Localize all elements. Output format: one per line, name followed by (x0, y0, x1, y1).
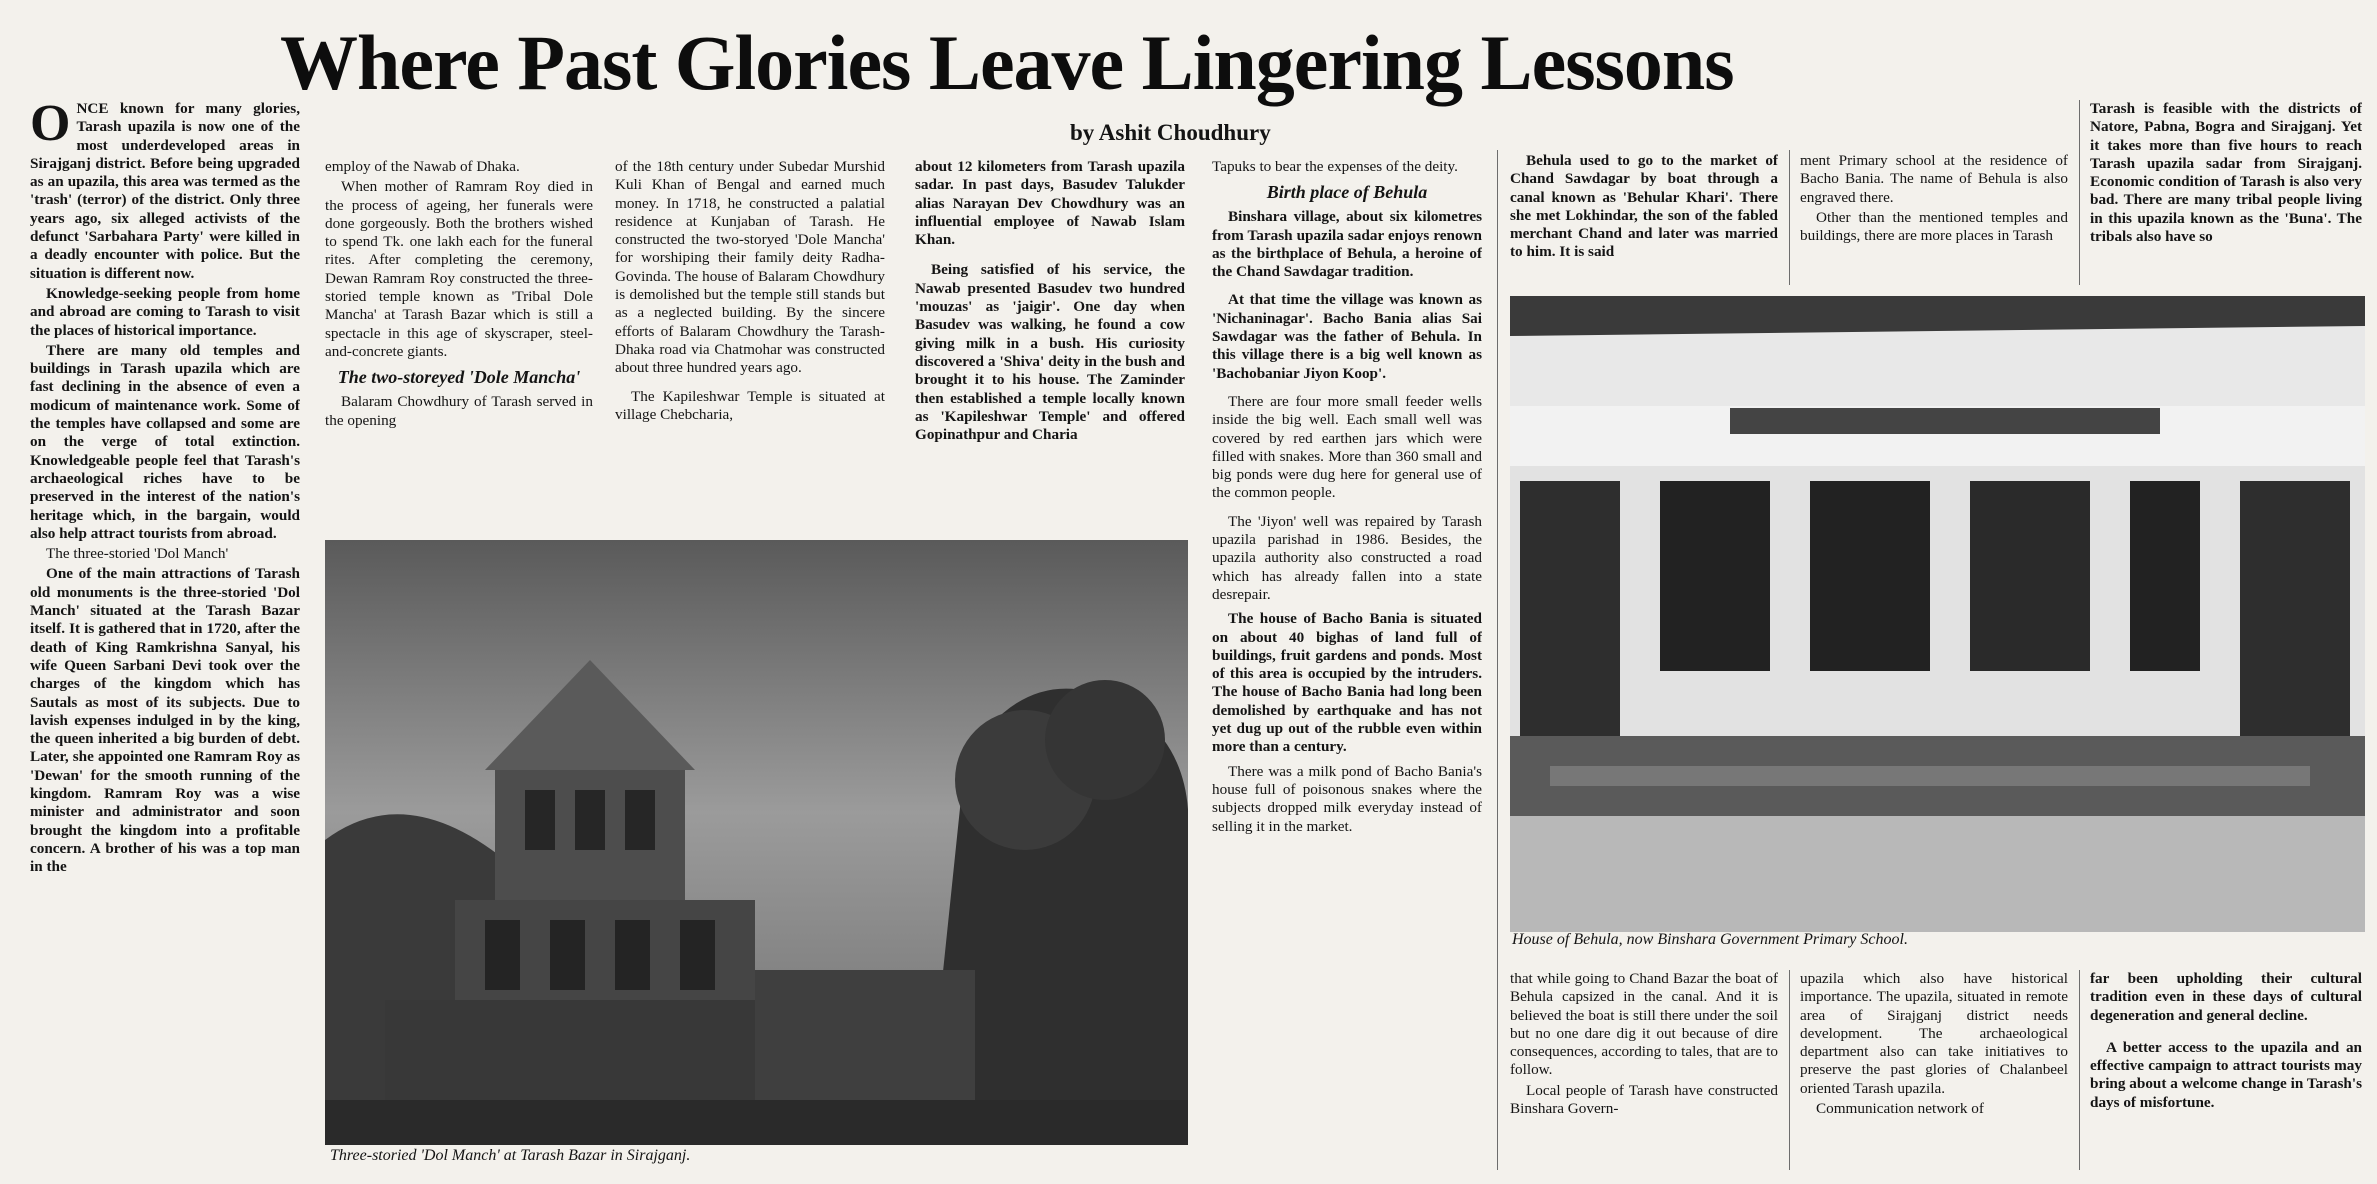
column-3 (615, 158, 885, 528)
column-5-paragraph-5: The 'Jiyon' well was repaired by Tarash upazila parishad in 1986. Besides, the upazila authority also constructed a road which has already fallen into a state desrepair. (1212, 512, 1482, 603)
column-8-paragraph-3: A better access to the upazila and an effective campaign to attract tourists may bring about a welcome change in Tarash's days of misfortune. (2090, 1038, 2362, 1111)
column-7-paragraph-2: Other than the mentioned temples and buildings, there are more places in Tarash (1800, 208, 2068, 245)
column-5-paragraph-6: The house of Bacho Bania is situated on about 40 bighas of land full of buildings, fruit gardens and ponds. Most of this area is occupied by the intruders. The house of Bacho Bania had long been demolished by earthquake and has not yet dug up out of the rubble even within more than a century. (1212, 610, 1482, 756)
column-7-bottom (1800, 970, 2068, 1170)
temple-photo-caption: Three-storied 'Dol Manch' at Tarash Bazar in Sirajganj. (330, 1147, 691, 1164)
column-4-paragraph-2: Being satisfied of his service, the Nawab presented Basudev two hundred 'mouzas' as 'jaigir'. One day when Basudev was walking, he found a cow giving milk in a bush. His curiosity discovered a 'Shiva' deity in the bush and brought it to his house. The Zaminder then established a temple locally known as 'Kapileshwar Temple' and offered Gopinathpur and Charia (915, 261, 1185, 444)
column-8-paragraph-1: Tarash is feasible with the districts of Natore, Pabna, Bogra and Sirajganj. Yet it takes more than five hours to reach Tarash upazila sadar from Sirajganj. Economic condition of Tarash is also very bad. There are many tribal people living in this upazila known as the 'Buna'. The tribals also have so (2090, 100, 2362, 246)
school-photo-caption: House of Behula, now Binshara Government Primary School. (1512, 931, 1908, 948)
column-1-paragraph-3: There are many old temples and buildings in Tarash upazila which are fast declining in the absence of even a modicum of maintenance work. Some of the temples have collapsed and some are on the verge of total extinction. Knowledgeable people feel that Tarash's archaeological riches have to be preserved in the interest of the nation's heritage which, in the bargain, would also help attract tourists from abroad. (30, 341, 300, 542)
column-rule (1789, 970, 1790, 1170)
column-2-paragraph-1: employ of the Nawab of Dhaka. (325, 158, 520, 175)
column-6-bottom (1510, 970, 1778, 1170)
column-5-paragraph-2: Binshara village, about six kilometres from Tarash upazila sadar enjoys renown as the birthplace of Behula, a heroine of the Chand Sawdagar tradition. (1212, 208, 1482, 281)
column-7-paragraph-4: Communication network of (1816, 1100, 1984, 1118)
temple-illustration (325, 540, 1188, 1145)
column-5-paragraph-7: There was a milk pond of Bacho Bania's house full of poisonous snakes where the subjects dropped milk everyday instead of selling it in the market. (1212, 762, 1482, 835)
temple-photo (325, 540, 1188, 1145)
column-1-paragraph-5: One of the main attractions of Tarash old monuments is the three-storied 'Dol Manch' situated at the Tarash Bazar itself. It is gathered that in 1720, after the death of King Ramkrishna Sanyal, his wife Queen Sarbani Devi took over the charges of the kingdom which has Sautals as most of its subjects. Due to lavish expenses indulged in by the king, the queen inherited a big burden of debt. Later, she appointed one Ramram Roy as 'Dewan' for the smooth running of the kingdom. Ramram Roy was a wise minister and administrator and soon brought the kingdom into a profitable concern. A brother of his was a top man in the (30, 565, 300, 876)
column-6-top (1510, 152, 1778, 284)
column-1-paragraph-2: Knowledge-seeking people from home and abroad are coming to Tarash to visit the places of historical importance. (30, 284, 300, 339)
column-6-paragraph-2: that while going to Chand Bazar the boat of Behula capsized in the canal. And it is believed the boat is still there under the soil but no one dare dig it out because of dire consequences, according to tales, that are to follow. (1510, 970, 1778, 1079)
column-2-paragraph-3: Balaram Chowdhury of Tarash served in the opening (325, 393, 593, 429)
school-photo (1510, 296, 2365, 932)
column-2-paragraph-2: When mother of Ramram Roy died in the process of ageing, her funerals were done gorgeously. Both the brothers wished to spend Tk. one lakh each for the funeral rites. After completing the ceremony, Dewan Ramram Roy constructed the three-storied temple known as 'Tribal Dole Mancha' at Tarash Bazar which is still a spectacle in this age of skyscraper, steel-and-concrete giants. (325, 178, 593, 360)
column-4-paragraph-1: about 12 kilometers from Tarash upazila sadar. In past days, Basudev Talukder alias Narayan Dev Chowdhury was an influential employee of Nawab Islam Khan. (915, 158, 1185, 249)
column-4 (915, 158, 1185, 528)
column-8-top (2090, 100, 2362, 286)
column-7-paragraph-3: upazila which also have historical importance. The upazila, situated in remote area of Sirajganj district needs development. The archaeological department also can take initiatives to preserve the past glories of Chalanbeel oriented Tarash upazila. (1800, 970, 2068, 1097)
column-rule (2079, 970, 2080, 1170)
column-5-paragraph-4: There are four more small feeder wells inside the big well. Each small well was covered by red earthen jars which were filled with snakes. More than 360 small and big ponds were dug here for general use of the common people. (1212, 392, 1482, 502)
column-2 (325, 158, 593, 528)
school-illustration (1510, 296, 2365, 932)
column-5-paragraph-3: At that time the village was known as 'Nichaninagar'. Bacho Bania alias Sai Sawdagar was the father of Behula. In this village there is a big well known as 'Bachobaniar Jiyon Koop'. (1212, 291, 1482, 382)
column-8-bottom (2090, 970, 2362, 1170)
column-6-paragraph-1: Behula used to go to the market of Chand Sawdagar by boat through a canal known as 'Behular Khari'. There she met Lokhindar, the son of the fabled merchant Chand and later was married to him. It is said (1510, 152, 1778, 261)
drop-cap: O (30, 100, 71, 152)
column-7-paragraph-1: ment Primary school at the residence of Bacho Bania. The name of Behula is also engraved there. (1800, 152, 2068, 206)
column-5-paragraph-1: Tapuks to bear the expenses of the deity. (1212, 158, 1458, 175)
column-rule (1789, 150, 1790, 285)
column-rule (1497, 150, 1498, 1170)
column-6-paragraph-3: Local people of Tarash have constructed Binshara Govern- (1510, 1081, 1778, 1118)
column-3-paragraph-1: of the 18th century under Subedar Murshid Kuli Khan of Bengal and earned much money. In 1718, he constructed a palatial residence at Kunjaban of Tarash. He constructed the two-storyed 'Dole Mancha' for worshiping their family deity Radha-Govinda. The house of Balaram Chowdhury is demolished but the temple still stands but as a neglected building. By the sincere efforts of Balaram Chowdhury the Tarash-Dhaka road via Chatmohar was constructed about three hundred years ago. (615, 158, 885, 377)
column-rule (2079, 100, 2080, 285)
column-8-paragraph-2: far been upholding their cultural tradition even in these days of cultural degeneration and general decline. (2090, 970, 2362, 1024)
column-1-subhead: The three-storied 'Dol Manch' (46, 545, 229, 563)
column-3-paragraph-2: The Kapileshwar Temple is situated at village Chebcharia, (615, 387, 885, 423)
column-1 (30, 100, 300, 1180)
column-5-subhead: Birth place of Behula (1266, 182, 1428, 203)
article-headline: Where Past Glories Leave Lingering Lessons (280, 19, 1734, 106)
column-1-paragraph-1 (30, 100, 300, 283)
column-5 (1212, 158, 1482, 1168)
column-2-subhead: The two-storeyed 'Dole Mancha' (337, 367, 581, 388)
article-byline: by Ashit Choudhury (1070, 120, 1271, 145)
column-7-top (1800, 152, 2068, 284)
lead-text: NCE known for many glories, Tarash upazila is now one of the most underdeveloped areas in Sirajganj district. Before being upgraded as an upazila, this area was termed as the 'trash' (terror) of the district. Only three years ago, six alleged activists of the defunct 'Sarbahara Party' were killed in a deadly encounter with police. But the situation is different now. (30, 100, 300, 282)
